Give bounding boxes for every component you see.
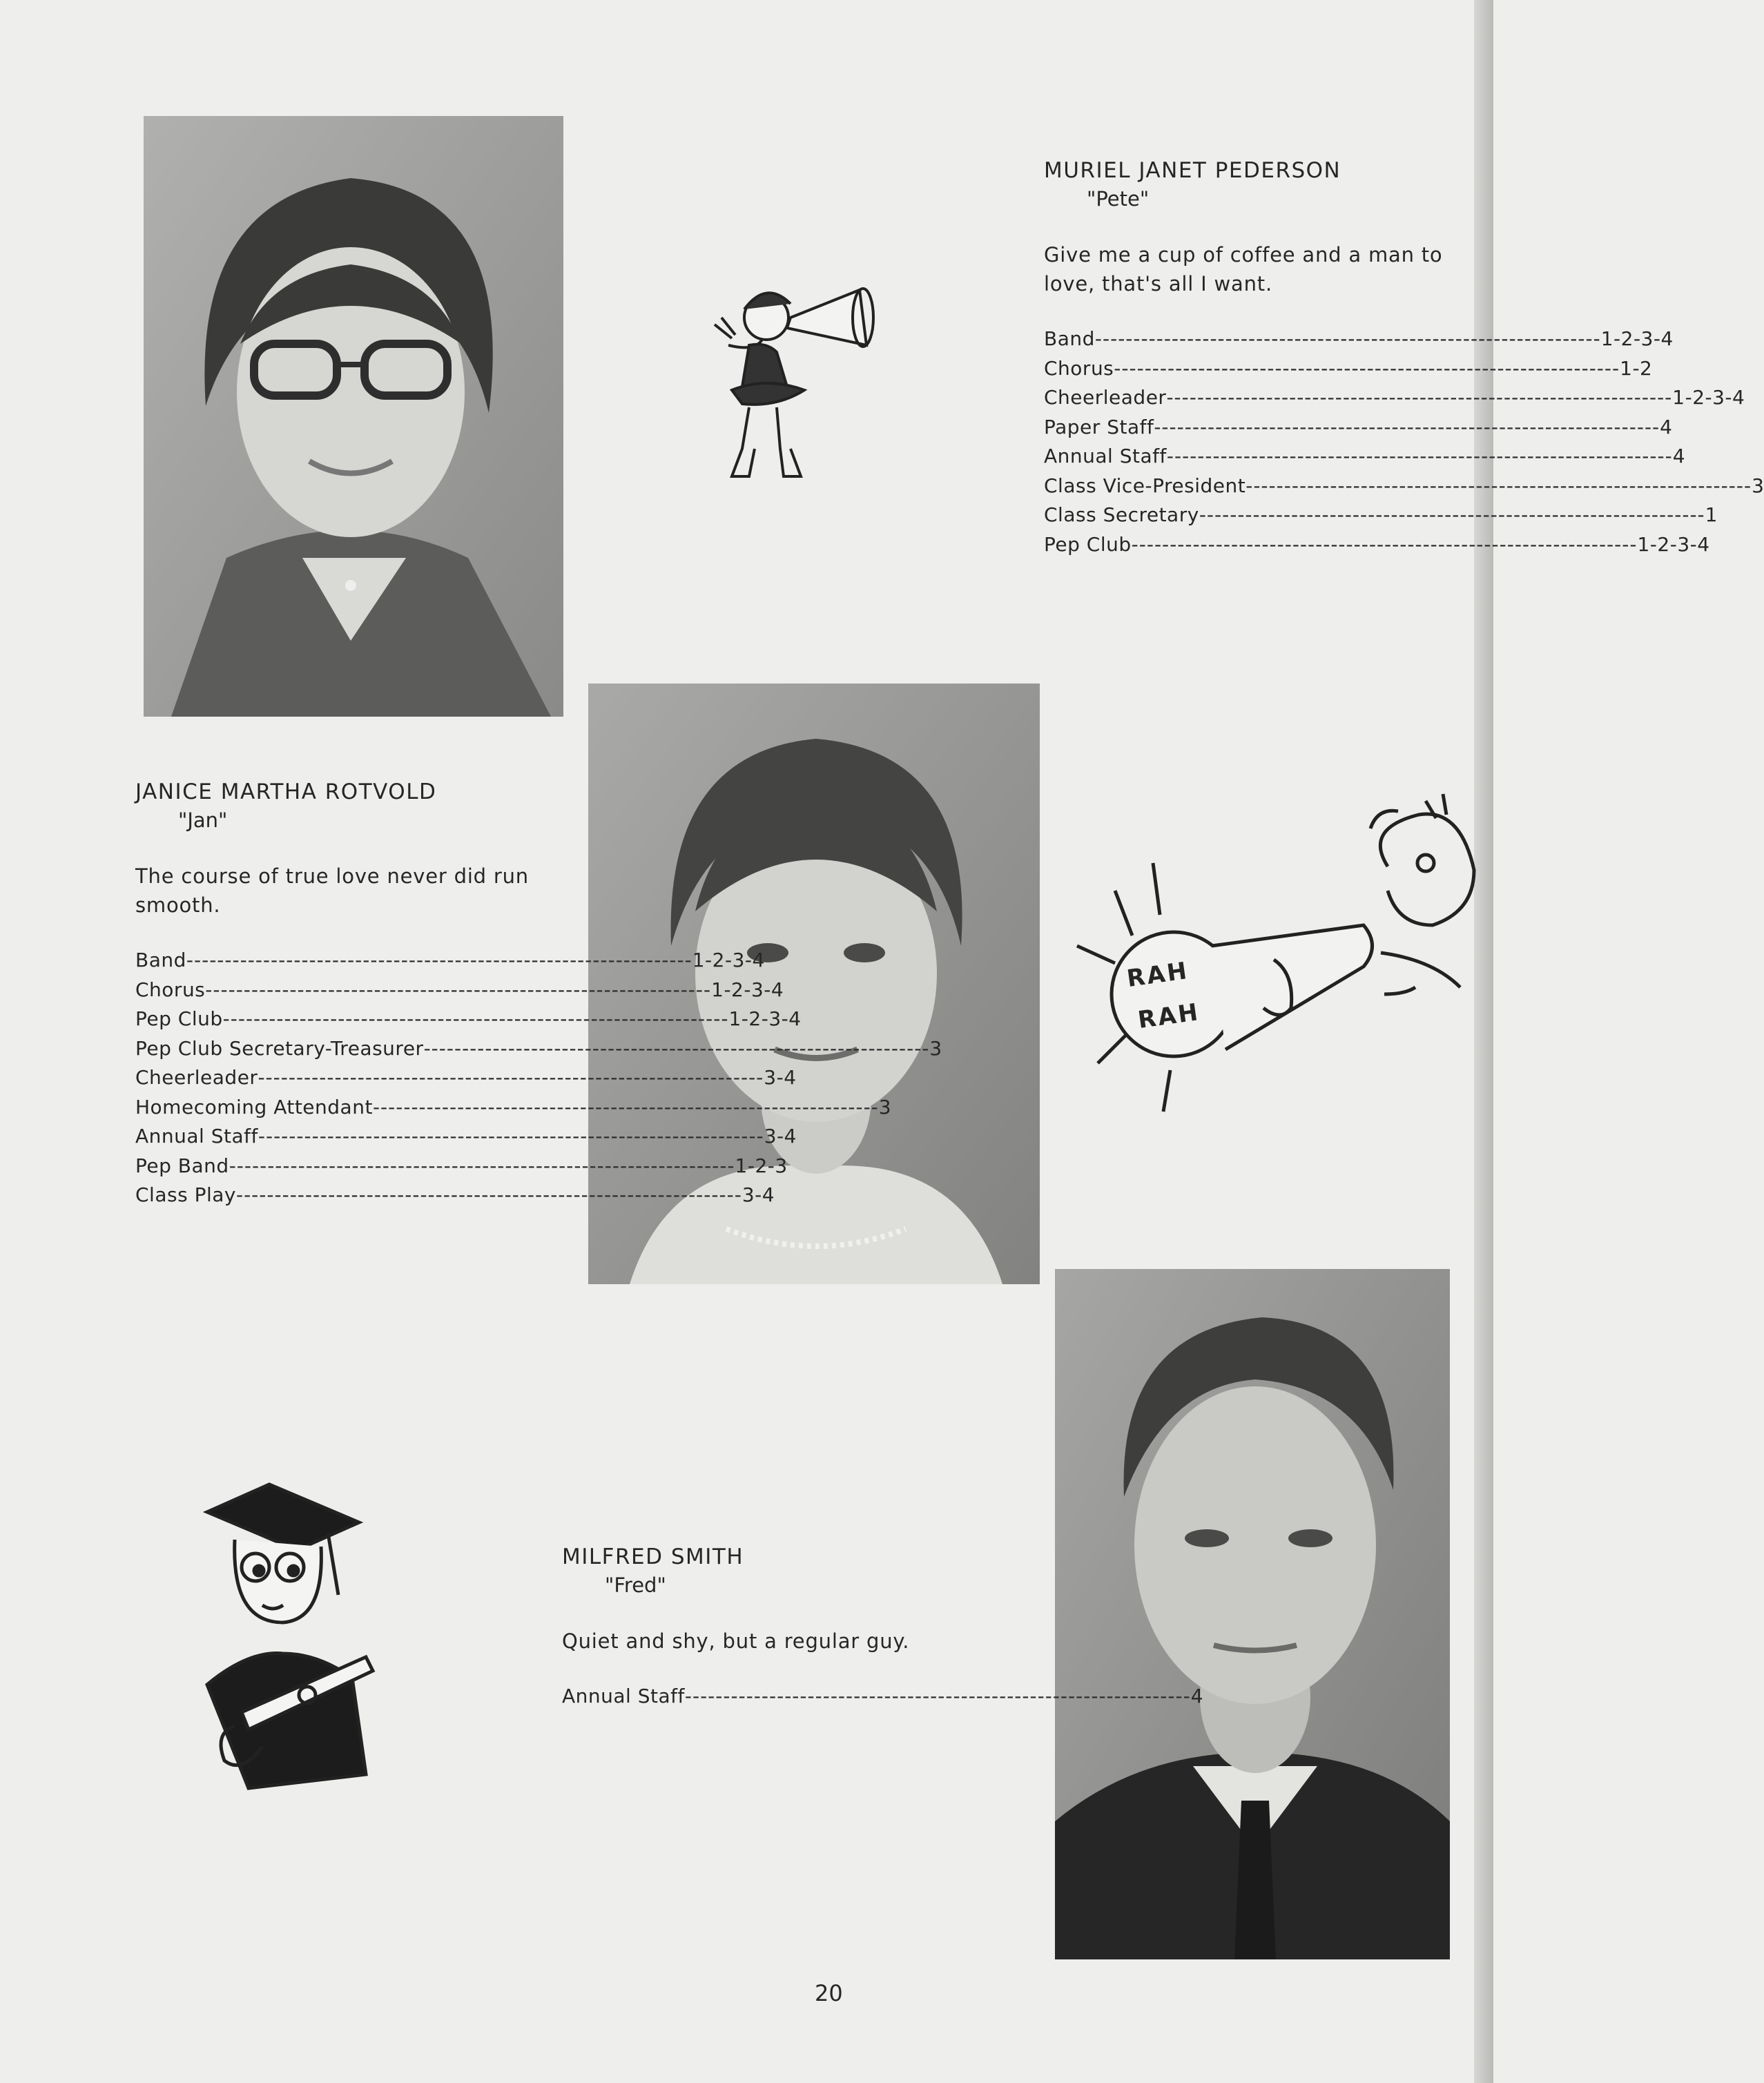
activity-list bbox=[562, 1682, 1204, 1712]
activity-row: Class Vice-President ------------------------------------------------------------------ 3 bbox=[1044, 472, 1484, 501]
activity-label: Annual Staff bbox=[562, 1685, 685, 1707]
activity-row: Pep Band ------------------------------------------------------------------ 1-2-3 bbox=[135, 1152, 562, 1181]
activity-years: 3 bbox=[929, 1036, 942, 1060]
student-name: MURIEL JANET PEDERSON bbox=[1044, 158, 1341, 183]
activity-label: Pep Band bbox=[135, 1154, 229, 1177]
activity-years: 1-2 bbox=[1620, 356, 1653, 380]
activity-row: Annual Staff ------------------------------------------------------------------ 4 bbox=[562, 1682, 1004, 1712]
rah-text-bottom: RAH bbox=[1136, 998, 1202, 1035]
activity-list bbox=[135, 946, 942, 1210]
rah-text-top: RAH bbox=[1125, 956, 1191, 994]
activity-label: Class Vice-President bbox=[1044, 474, 1246, 497]
activity-years: 1-2-3-4 bbox=[1600, 327, 1674, 350]
bio-muriel-pederson bbox=[1044, 156, 1764, 559]
activity-years: 4 bbox=[1190, 1685, 1204, 1707]
activity-years: 1-2-3 bbox=[735, 1154, 788, 1177]
activity-list bbox=[1044, 324, 1764, 559]
activity-row: Pep Club Secretary-Treasurer ------------------------------------------------------------------ 3 bbox=[135, 1034, 562, 1064]
activity-row: Paper Staff ------------------------------------------------------------------ 4 bbox=[1044, 413, 1484, 443]
activity-label: Paper Staff bbox=[1044, 415, 1154, 438]
activity-label: Class Play bbox=[135, 1183, 236, 1206]
activity-years: 3 bbox=[1752, 474, 1764, 497]
bio-milfred-smith bbox=[562, 1542, 1204, 1712]
page-number: 20 bbox=[815, 1980, 843, 2006]
activity-label: Homecoming Attendant bbox=[135, 1095, 373, 1118]
activity-row: Class Play ------------------------------------------------------------------ 3-4 bbox=[135, 1181, 562, 1210]
student-nickname: "Pete" bbox=[1087, 187, 1150, 211]
activity-row: Homecoming Attendant ------------------------------------------------------------------ 3 bbox=[135, 1093, 562, 1123]
activity-label: Band bbox=[1044, 327, 1095, 350]
activity-label: Cheerleader bbox=[135, 1066, 258, 1089]
activity-row: Band ------------------------------------------------------------------ 1-2-3-4 bbox=[135, 946, 562, 976]
activity-years: 1-2-3-4 bbox=[692, 949, 765, 971]
activity-label: Pep Club bbox=[135, 1007, 223, 1030]
activity-row: Cheerleader ------------------------------------------------------------------ 1-2-3-4 bbox=[1044, 383, 1484, 413]
student-nickname: "Fred" bbox=[605, 1573, 666, 1597]
student-quote: Quiet and shy, but a regular guy. bbox=[562, 1629, 910, 1653]
student-quote: The course of true love never did run smooth. bbox=[135, 864, 529, 917]
activity-label: Chorus bbox=[135, 978, 206, 1001]
portrait-muriel-pederson bbox=[144, 116, 563, 717]
activity-row: Chorus ------------------------------------------------------------------ 1-2-3-4 bbox=[135, 976, 562, 1005]
activity-label: Cheerleader bbox=[1044, 386, 1167, 409]
activity-row: Annual Staff ------------------------------------------------------------------ 4 bbox=[1044, 442, 1484, 472]
activity-years: 1-2-3-4 bbox=[728, 1007, 802, 1030]
activity-label: Annual Staff bbox=[1044, 445, 1167, 467]
activity-row: Pep Club ------------------------------------------------------------------ 1-2-3-4 bbox=[135, 1005, 562, 1034]
activity-row: Band ------------------------------------------------------------------ 1-2-3-4 bbox=[1044, 324, 1484, 354]
activity-label: Class Secretary bbox=[1044, 503, 1199, 526]
activity-years: 1 bbox=[1705, 503, 1718, 526]
activity-row: Chorus ------------------------------------------------------------------ 1-2 bbox=[1044, 354, 1484, 384]
activity-row: Pep Club ------------------------------------------------------------------ 1-2-3-4 bbox=[1044, 530, 1484, 560]
activity-label: Pep Club Secretary-Treasurer bbox=[135, 1036, 424, 1060]
activity-label: Band bbox=[135, 949, 186, 971]
student-name: MILFRED SMITH bbox=[562, 1544, 744, 1569]
activity-row: Annual Staff ------------------------------------------------------------------ 3-4 bbox=[135, 1122, 562, 1152]
bio-janice-rotvold bbox=[135, 777, 942, 1210]
cheerleader-megaphone-illustration bbox=[701, 269, 942, 483]
activity-years: 4 bbox=[1660, 415, 1673, 438]
activity-row: Class Secretary ------------------------------------------------------------------ 1 bbox=[1044, 501, 1484, 530]
activity-years: 1-2-3-4 bbox=[1637, 532, 1710, 556]
student-quote: Give me a cup of coffee and a man to love, that's all I want. bbox=[1044, 243, 1443, 296]
activity-years: 1-2-3-4 bbox=[711, 978, 784, 1001]
activity-years: 4 bbox=[1672, 445, 1686, 467]
activity-years: 1-2-3-4 bbox=[1672, 386, 1745, 409]
rah-rah-megaphone-illustration bbox=[1074, 787, 1481, 1118]
student-name: JANICE MARTHA ROTVOLD bbox=[135, 779, 437, 804]
graduate-diploma-illustration bbox=[193, 1484, 394, 1795]
activity-years: 3-4 bbox=[764, 1066, 797, 1089]
activity-years: 3-4 bbox=[742, 1183, 775, 1206]
activity-label: Pep Club bbox=[1044, 532, 1132, 556]
activity-years: 3 bbox=[878, 1095, 892, 1118]
activity-label: Chorus bbox=[1044, 356, 1114, 380]
activity-years: 3-4 bbox=[764, 1125, 797, 1147]
portrait-milfred-smith bbox=[1055, 1269, 1450, 1959]
activity-label: Annual Staff bbox=[135, 1125, 258, 1147]
activity-row: Cheerleader ------------------------------------------------------------------ 3-4 bbox=[135, 1063, 562, 1093]
student-nickname: "Jan" bbox=[178, 808, 228, 832]
